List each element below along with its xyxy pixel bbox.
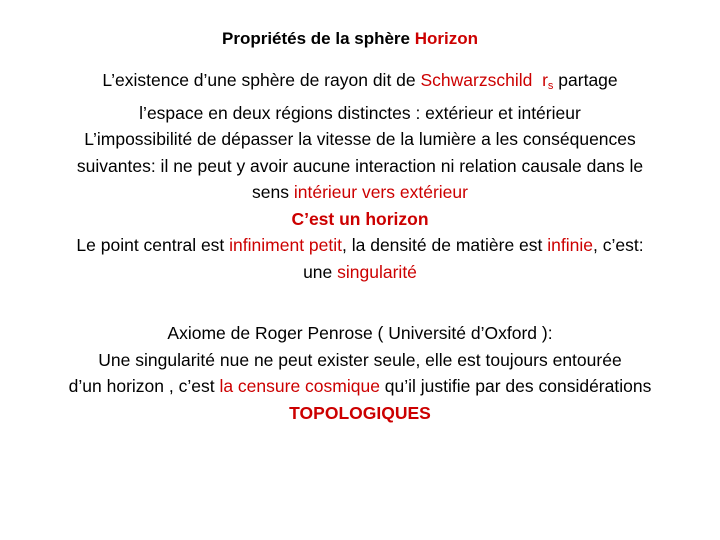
title-prefix: Propriétés de la sphère	[221, 29, 415, 48]
text-line	[0, 67, 720, 100]
paragraph-horizon-properties	[0, 67, 720, 285]
text-line	[0, 373, 720, 400]
text-line	[0, 179, 720, 206]
text-fragment: sens	[252, 182, 294, 202]
cosmic-censorship-term: la censure cosmique	[219, 376, 380, 396]
text-fragment: , la densité de matière est	[342, 235, 548, 255]
infinitely-small-term: infiniment petit	[229, 235, 342, 255]
text-line: L’impossibilité de dépasser la vitesse de la lumière a les conséquences	[84, 129, 636, 149]
singularity-term: singularité	[337, 261, 417, 282]
topological-term: TOPOLOGIQUES	[289, 402, 431, 423]
text-line	[0, 232, 720, 259]
text-line: Axiome de Roger Penrose ( Université d’Oxford ):	[167, 323, 553, 343]
title-highlight: Horizon	[414, 29, 479, 48]
slide-title	[0, 27, 700, 51]
text-line	[0, 259, 720, 286]
text-line: l’espace en deux régions distinctes : extérieur et intérieur	[139, 102, 581, 123]
radius-symbol: r	[542, 70, 548, 90]
horizon-statement: C’est un horizon	[291, 208, 429, 229]
text-fragment: qu’il justifie par des considérations	[379, 376, 652, 396]
text-fragment: d’un horizon , c’est	[68, 376, 220, 396]
direction-term: intérieur vers extérieur	[293, 182, 468, 202]
text-fragment: L’existence d’une sphère de rayon dit de	[102, 70, 421, 90]
paragraph-penrose-axiom	[0, 320, 720, 426]
radius-subscript: s	[547, 80, 554, 92]
infinite-term: infinie	[547, 235, 593, 255]
schwarzschild-term: Schwarzschild	[420, 70, 533, 90]
text-fragment: Le point central est	[76, 235, 230, 255]
text-fragment: , c’est:	[592, 235, 644, 255]
text-line: suivantes: il ne peut y avoir aucune interaction ni relation causale dans le	[76, 155, 644, 176]
text-line: Une singularité nue ne peut exister seule, elle est toujours entourée	[98, 349, 622, 370]
text-fragment: une	[303, 261, 338, 282]
text-fragment: partage	[553, 70, 618, 90]
